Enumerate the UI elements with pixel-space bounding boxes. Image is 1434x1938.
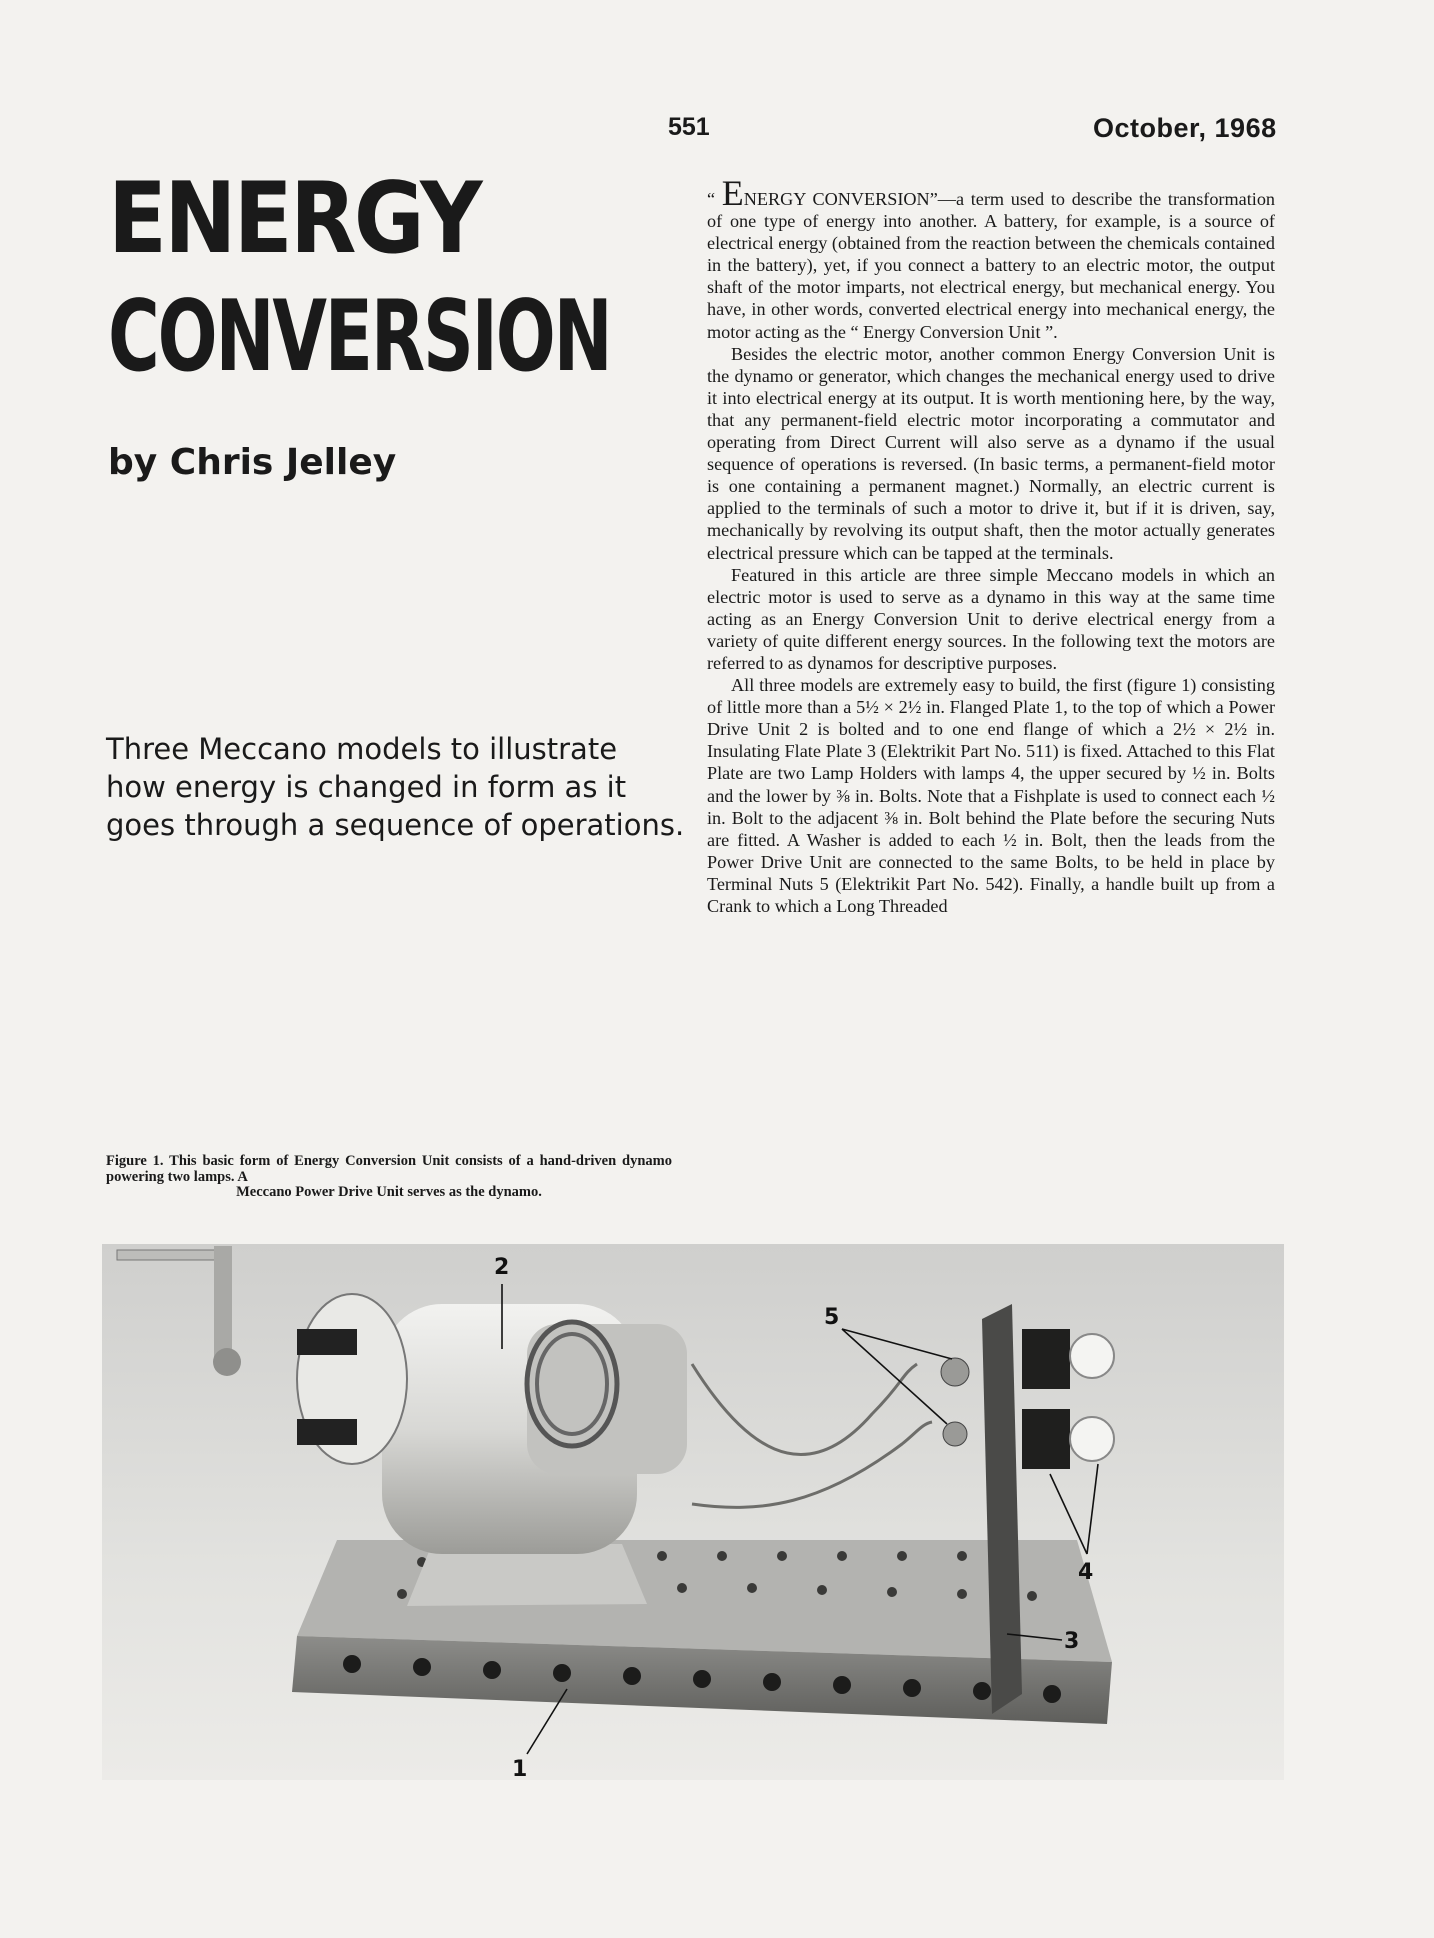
terminal-nut-lower <box>943 1422 967 1446</box>
terminal-nut-upper <box>941 1358 969 1386</box>
lamp-holder-lower <box>1022 1409 1070 1469</box>
lamp-upper <box>1070 1334 1114 1378</box>
article-title <box>108 162 708 394</box>
paragraph-2: Besides the electric motor, another common Energy Conversion Unit is the dynamo or generator, which changes the mechanical energy used to drive it into electrical energy at its output. It is worth mentioning here, by the way, that any permanent-field electric motor incorporating a commutator and operating from Direct Current will also serve as a dynamo if the usual sequence of operations is reversed. (In basic terms, a permanent-field motor is one containing a permanent magnet.) Normally, an electric current is applied to the terminals of such a motor to drive it, but if it is driven, say, mechanically by revolving its output shaft, then the motor actually generates electrical pressure which can be tapped at the terminals. <box>707 343 1275 563</box>
motor-clip-top <box>297 1329 357 1355</box>
article-body <box>707 173 1276 917</box>
caption-line-2: Meccano Power Drive Unit serves as the dynamo. <box>236 1184 542 1200</box>
page-number: 551 <box>668 113 710 141</box>
drop-cap: E <box>721 173 744 213</box>
motor-clip-bottom <box>297 1419 357 1445</box>
lamp-holder-upper <box>1022 1329 1070 1389</box>
callout-4: 4 <box>1078 1560 1094 1585</box>
callout-3: 3 <box>1064 1629 1080 1654</box>
title-line-1: ENERGY <box>108 162 480 276</box>
figure-1-photo <box>102 1244 1284 1780</box>
byline: by Chris Jelley <box>108 442 397 483</box>
paragraph-4: All three models are extremely easy to build, the first (figure 1) consisting of little more than a 5½ × 2½ in. Flanged Plate 1, to the top of which a Power Drive Unit 2 is bolted and to one end flange of which a 2½ × 2½ in. Insulating Flate Plate 3 (Elektrikit Part No. 511) is fixed. Attached to this Flat Plate are two Lamp Holders with lamps 4, the upper secured by ½ in. Bolts and the lower by ⅜ in. Bolts. Note that a Fishplate is used to connect each ½ in. Bolt to the adjacent ⅜ in. Bolt behind the Plate before the securing Nuts are fitted. A Washer is added to each ½ in. Bolt, then the leads from the Power Drive Unit are connected to the same Bolts, to be held in place by Terminal Nuts 5 (Elektrikit Part No. 542). Finally, a handle built up from a Crank to which a Long Threaded <box>707 675 1275 916</box>
crank-arm <box>214 1246 232 1366</box>
standfirst: Three Meccano models to illustrate how energy is changed in form as it goes through a sequence of operations. <box>106 732 685 842</box>
dynamo-model-illustration <box>102 1244 1284 1780</box>
callout-1: 1 <box>512 1757 528 1780</box>
issue-date: October, 1968 <box>1093 113 1277 143</box>
title-line-2: CONVERSION <box>108 279 611 394</box>
paragraph-1-text: NERGY CONVERSION”—a term used to describe the transformation of one type of energy into another. A battery, for example, is a source of electrical energy (obtained from the reaction between the chemicals contained in the battery), yet, if you connect a battery to an electric motor, the output shaft of the motor imparts, not electrical energy, but mechanical energy. You have, in other words, converted electrical energy into mechanical energy, the motor acting as the “ Energy Conversion Unit ”. <box>707 189 1276 342</box>
paragraph-3: Featured in this article are three simple Meccano models in which an electric motor is used to serve as a dynamo in this way at the same time acting as an Energy Conversion Unit to derive electrical energy from a variety of quite different energy sources. In the following text the motors are referred to as dynamos for descriptive purposes. <box>707 564 1275 673</box>
figure-caption <box>106 1154 672 1201</box>
lamp-lower <box>1070 1417 1114 1461</box>
crank-boss <box>213 1348 241 1376</box>
crank-handle <box>117 1250 217 1260</box>
paragraph-1 <box>707 173 1276 343</box>
opening-quote: “ <box>707 189 716 209</box>
caption-line-1: Figure 1. This basic form of Energy Conversion Unit consists of a hand-driven dynamo powering two lamps. A <box>106 1153 672 1185</box>
callout-5: 5 <box>824 1305 840 1330</box>
callout-2: 2 <box>494 1255 510 1280</box>
